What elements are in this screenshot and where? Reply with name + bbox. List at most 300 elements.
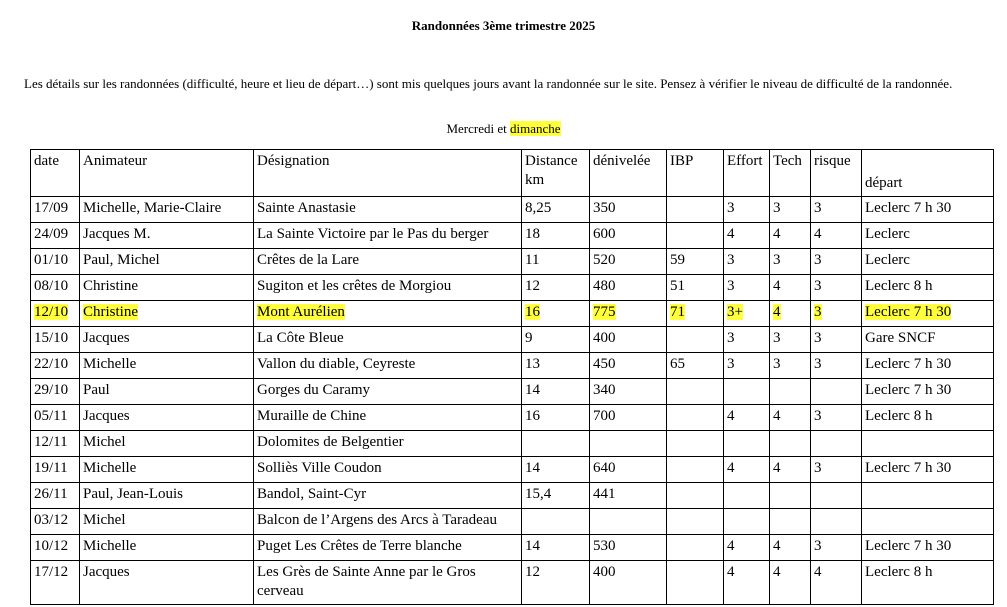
cell-depart <box>862 301 994 327</box>
cell-date <box>31 249 80 275</box>
cell-effort <box>724 561 770 605</box>
cell-depart-text: Leclerc 7 h 30 <box>865 382 952 398</box>
cell-distance-text: 8,25 <box>525 200 552 216</box>
cell-effort <box>724 275 770 301</box>
cell-date <box>31 353 80 379</box>
cell-designation-text: La Côte Bleue <box>257 330 344 346</box>
cell-depart-text: Leclerc 7 h 30 <box>865 356 952 372</box>
table-row <box>31 223 994 249</box>
cell-animateur-text: Jacques <box>83 330 130 346</box>
cell-depart-text: Leclerc 7 h 30 <box>865 460 952 476</box>
cell-date <box>31 509 80 535</box>
cell-date <box>31 405 80 431</box>
cell-designation <box>254 327 522 353</box>
cell-risque <box>811 223 862 249</box>
table-row <box>31 327 994 353</box>
cell-date <box>31 197 80 223</box>
cell-denivele <box>590 535 667 561</box>
cell-designation <box>254 405 522 431</box>
cell-date-text: 29/10 <box>34 382 69 398</box>
cell-tech <box>770 561 811 605</box>
days-subtitle-highlight: dimanche <box>509 121 561 136</box>
cell-depart <box>862 379 994 405</box>
cell-date <box>31 457 80 483</box>
cell-risque <box>811 197 862 223</box>
cell-distance-text: 12 <box>525 564 540 580</box>
cell-designation-text: Gorges du Caramy <box>257 382 371 398</box>
table-row <box>31 353 994 379</box>
cell-denivele <box>590 327 667 353</box>
cell-distance <box>522 535 590 561</box>
cell-effort-text: 4 <box>727 564 735 580</box>
cell-risque <box>811 327 862 353</box>
cell-tech <box>770 457 811 483</box>
cell-depart <box>862 457 994 483</box>
cell-distance-text: 13 <box>525 356 540 372</box>
cell-designation-text: Crêtes de la Lare <box>257 252 360 268</box>
cell-animateur-text: Michel <box>83 434 126 450</box>
cell-distance <box>522 301 590 327</box>
table-row <box>31 379 994 405</box>
cell-date <box>31 327 80 353</box>
cell-risque-text: 4 <box>814 226 822 242</box>
cell-tech-text: 4 <box>773 226 781 242</box>
cell-distance <box>522 223 590 249</box>
header-effort: Effort <box>724 150 770 197</box>
cell-animateur <box>80 301 254 327</box>
cell-denivele-text: 775 <box>593 304 616 320</box>
cell-tech <box>770 483 811 509</box>
cell-distance <box>522 197 590 223</box>
cell-ibp-text: 51 <box>670 278 685 294</box>
intro-paragraph: Les détails sur les randonnées (difficulté, heure et lieu de départ…) sont mis quelques jours avant la randonnée sur le site. Pensez à vérifier le niveau de difficulté de la randonnée. <box>24 76 953 91</box>
cell-animateur <box>80 561 254 605</box>
cell-distance <box>522 353 590 379</box>
cell-denivele-text: 600 <box>593 226 616 242</box>
cell-ibp <box>667 275 724 301</box>
cell-denivele <box>590 509 667 535</box>
header-distance: Distance km <box>522 150 590 197</box>
cell-animateur-text: Michelle <box>83 538 137 554</box>
cell-animateur-text: Christine <box>83 278 138 294</box>
cell-designation-text: Muraille de Chine <box>257 408 367 424</box>
cell-effort <box>724 301 770 327</box>
header-date: date <box>31 150 80 197</box>
cell-denivele-text: 350 <box>593 200 616 216</box>
cell-animateur <box>80 431 254 457</box>
cell-date <box>31 301 80 327</box>
cell-ibp <box>667 223 724 249</box>
cell-ibp <box>667 457 724 483</box>
cell-depart <box>862 275 994 301</box>
cell-effort-text: 4 <box>727 538 735 554</box>
cell-denivele <box>590 457 667 483</box>
cell-depart <box>862 405 994 431</box>
cell-designation <box>254 457 522 483</box>
cell-animateur <box>80 509 254 535</box>
cell-effort-text: 3 <box>727 252 735 268</box>
cell-tech <box>770 353 811 379</box>
cell-distance-text: 18 <box>525 226 540 242</box>
cell-depart <box>862 327 994 353</box>
cell-date <box>31 535 80 561</box>
cell-risque-text: 4 <box>814 564 822 580</box>
cell-depart-text: Leclerc 7 h 30 <box>865 200 952 216</box>
cell-effort-text: 4 <box>727 408 735 424</box>
cell-tech <box>770 379 811 405</box>
cell-designation <box>254 561 522 605</box>
cell-risque <box>811 509 862 535</box>
cell-designation-text: Balcon de l’Argens des Arcs à Taradeau <box>257 512 497 528</box>
cell-tech <box>770 301 811 327</box>
cell-effort-text: 3+ <box>727 304 743 320</box>
cell-date-text: 15/10 <box>34 330 69 346</box>
cell-ibp <box>667 431 724 457</box>
cell-risque <box>811 561 862 605</box>
cell-animateur <box>80 223 254 249</box>
cell-designation-text: Les Grès de Sainte Anne par le Gros cerveau <box>257 564 476 599</box>
cell-animateur <box>80 249 254 275</box>
cell-animateur-text: Michelle <box>83 460 137 476</box>
cell-depart <box>862 249 994 275</box>
cell-designation-text: Puget Les Crêtes de Terre blanche <box>257 538 462 554</box>
cell-tech-text: 3 <box>773 330 781 346</box>
cell-distance-text: 16 <box>525 304 540 320</box>
cell-ibp <box>667 197 724 223</box>
cell-designation <box>254 197 522 223</box>
table-row <box>31 301 994 327</box>
hikes-table <box>30 149 994 605</box>
cell-denivele-text: 441 <box>593 486 616 502</box>
cell-designation-text: La Sainte Victoire par le Pas du berger <box>257 226 489 242</box>
cell-effort <box>724 223 770 249</box>
cell-ibp <box>667 379 724 405</box>
cell-risque <box>811 379 862 405</box>
cell-denivele <box>590 197 667 223</box>
cell-risque-text: 3 <box>814 304 822 320</box>
cell-distance-text: 9 <box>525 330 533 346</box>
cell-tech-text: 4 <box>773 460 781 476</box>
header-animateur: Animateur <box>80 150 254 197</box>
cell-depart-text: Leclerc 8 h <box>865 564 933 580</box>
cell-designation <box>254 379 522 405</box>
cell-denivele-text: 520 <box>593 252 616 268</box>
cell-animateur-text: Jacques M. <box>83 226 151 242</box>
cell-denivele <box>590 431 667 457</box>
cell-risque <box>811 275 862 301</box>
cell-animateur-text: Paul, Michel <box>83 252 160 268</box>
cell-date-text: 08/10 <box>34 278 69 294</box>
cell-date-text: 12/10 <box>34 304 69 320</box>
cell-date <box>31 275 80 301</box>
cell-animateur <box>80 379 254 405</box>
cell-risque-text: 3 <box>814 408 822 424</box>
header-tech: Tech <box>770 150 811 197</box>
cell-depart <box>862 197 994 223</box>
header-risque: risque <box>811 150 862 197</box>
cell-depart <box>862 535 994 561</box>
cell-date-text: 17/12 <box>34 564 69 580</box>
header-designation: Désignation <box>254 150 522 197</box>
cell-date-text: 12/11 <box>34 434 68 450</box>
cell-distance-text: 11 <box>525 252 540 268</box>
header-denivele: dénivelée <box>590 150 667 197</box>
cell-tech-text: 4 <box>773 278 781 294</box>
cell-effort <box>724 431 770 457</box>
cell-denivele-text: 530 <box>593 538 616 554</box>
cell-distance-text: 14 <box>525 382 540 398</box>
cell-designation <box>254 275 522 301</box>
cell-tech <box>770 249 811 275</box>
cell-tech <box>770 327 811 353</box>
cell-date <box>31 483 80 509</box>
cell-depart-text: Leclerc 8 h <box>865 278 933 294</box>
cell-ibp <box>667 353 724 379</box>
header-ibp: IBP <box>667 150 724 197</box>
cell-date-text: 01/10 <box>34 252 69 268</box>
cell-designation-text: Sainte Anastasie <box>257 200 356 216</box>
cell-distance <box>522 379 590 405</box>
cell-animateur <box>80 353 254 379</box>
table-row <box>31 483 994 509</box>
cell-risque-text: 3 <box>814 538 822 554</box>
cell-effort-text: 4 <box>727 460 735 476</box>
cell-animateur-text: Michel <box>83 512 126 528</box>
cell-effort <box>724 197 770 223</box>
cell-distance <box>522 483 590 509</box>
cell-effort <box>724 249 770 275</box>
cell-date <box>31 379 80 405</box>
cell-date-text: 17/09 <box>34 200 69 216</box>
cell-tech <box>770 535 811 561</box>
cell-date-text: 03/12 <box>34 512 69 528</box>
cell-denivele <box>590 249 667 275</box>
cell-risque-text: 3 <box>814 356 822 372</box>
table-row <box>31 561 994 605</box>
cell-tech <box>770 405 811 431</box>
cell-animateur-text: Jacques <box>83 408 130 424</box>
table-row <box>31 197 994 223</box>
cell-animateur-text: Jacques <box>83 564 130 580</box>
cell-risque-text: 3 <box>814 200 822 216</box>
cell-effort <box>724 405 770 431</box>
cell-animateur-text: Paul, Jean-Louis <box>83 486 183 502</box>
cell-depart <box>862 561 994 605</box>
cell-designation <box>254 249 522 275</box>
cell-animateur-text: Paul <box>83 382 110 398</box>
cell-animateur <box>80 197 254 223</box>
cell-risque <box>811 483 862 509</box>
cell-tech-text: 4 <box>773 564 781 580</box>
cell-depart-text: Leclerc <box>865 226 910 242</box>
cell-designation <box>254 509 522 535</box>
cell-distance-text: 15,4 <box>525 486 552 502</box>
cell-denivele <box>590 275 667 301</box>
cell-ibp <box>667 249 724 275</box>
cell-denivele-text: 400 <box>593 330 616 346</box>
cell-date-text: 19/11 <box>34 460 68 476</box>
cell-denivele-text: 450 <box>593 356 616 372</box>
cell-risque <box>811 457 862 483</box>
cell-ibp-text: 59 <box>670 252 685 268</box>
cell-tech-text: 3 <box>773 356 781 372</box>
cell-denivele <box>590 483 667 509</box>
cell-tech-text: 4 <box>773 304 781 320</box>
cell-tech-text: 3 <box>773 200 781 216</box>
cell-risque-text: 3 <box>814 278 822 294</box>
cell-depart <box>862 431 994 457</box>
table-row <box>31 457 994 483</box>
cell-ibp <box>667 327 724 353</box>
cell-tech <box>770 275 811 301</box>
cell-designation <box>254 431 522 457</box>
cell-denivele <box>590 301 667 327</box>
cell-ibp <box>667 405 724 431</box>
cell-risque <box>811 535 862 561</box>
document-title: Randonnées 3ème trimestre 2025 <box>411 18 596 33</box>
cell-date-text: 10/12 <box>34 538 69 554</box>
cell-animateur-text: Christine <box>83 304 138 320</box>
cell-designation <box>254 301 522 327</box>
cell-date <box>31 223 80 249</box>
cell-tech <box>770 509 811 535</box>
cell-distance <box>522 509 590 535</box>
cell-tech-text: 3 <box>773 252 781 268</box>
days-subtitle-text: Mercredi et <box>446 121 510 136</box>
cell-depart <box>862 483 994 509</box>
cell-depart <box>862 223 994 249</box>
cell-denivele <box>590 223 667 249</box>
cell-risque-text: 3 <box>814 460 822 476</box>
cell-risque <box>811 353 862 379</box>
cell-ibp <box>667 483 724 509</box>
days-subtitle <box>0 121 1007 137</box>
cell-distance-text: 14 <box>525 460 540 476</box>
cell-date-text: 05/11 <box>34 408 68 424</box>
cell-tech-text: 4 <box>773 408 781 424</box>
cell-ibp <box>667 561 724 605</box>
cell-denivele-text: 640 <box>593 460 616 476</box>
cell-designation <box>254 483 522 509</box>
cell-designation-text: Bandol, Saint-Cyr <box>257 486 367 502</box>
cell-effort <box>724 535 770 561</box>
cell-distance <box>522 327 590 353</box>
cell-animateur <box>80 457 254 483</box>
cell-animateur <box>80 405 254 431</box>
cell-depart-text: Leclerc <box>865 252 910 268</box>
table-row <box>31 535 994 561</box>
cell-date <box>31 561 80 605</box>
cell-date-text: 24/09 <box>34 226 69 242</box>
table-row <box>31 509 994 535</box>
cell-effort-text: 4 <box>727 226 735 242</box>
cell-distance-text: 16 <box>525 408 540 424</box>
cell-denivele <box>590 379 667 405</box>
cell-effort <box>724 509 770 535</box>
cell-depart-text: Gare SNCF <box>865 330 936 346</box>
cell-animateur-text: Michelle, Marie-Claire <box>83 200 222 216</box>
cell-effort-text: 3 <box>727 330 735 346</box>
cell-distance <box>522 275 590 301</box>
cell-effort-text: 3 <box>727 278 735 294</box>
cell-denivele-text: 480 <box>593 278 616 294</box>
cell-effort-text: 3 <box>727 356 735 372</box>
cell-date-text: 26/11 <box>34 486 68 502</box>
cell-animateur <box>80 483 254 509</box>
cell-tech <box>770 431 811 457</box>
cell-depart-text: Leclerc 7 h 30 <box>865 304 952 320</box>
cell-denivele <box>590 405 667 431</box>
cell-risque <box>811 405 862 431</box>
cell-risque-text: 3 <box>814 252 822 268</box>
cell-depart <box>862 509 994 535</box>
cell-effort <box>724 379 770 405</box>
table-row <box>31 431 994 457</box>
cell-distance <box>522 405 590 431</box>
cell-tech-text: 4 <box>773 538 781 554</box>
cell-date <box>31 431 80 457</box>
cell-designation-text: Sugiton et les crêtes de Morgiou <box>257 278 452 294</box>
cell-ibp <box>667 301 724 327</box>
cell-effort <box>724 353 770 379</box>
cell-risque-text: 3 <box>814 330 822 346</box>
cell-ibp <box>667 509 724 535</box>
cell-distance <box>522 457 590 483</box>
cell-ibp-text: 65 <box>670 356 685 372</box>
cell-risque <box>811 431 862 457</box>
cell-designation-text: Vallon du diable, Ceyreste <box>257 356 416 372</box>
cell-designation-text: Mont Aurélien <box>257 304 345 320</box>
cell-depart <box>862 353 994 379</box>
cell-designation <box>254 535 522 561</box>
cell-tech <box>770 197 811 223</box>
cell-designation <box>254 223 522 249</box>
cell-designation <box>254 353 522 379</box>
cell-distance <box>522 249 590 275</box>
cell-ibp <box>667 535 724 561</box>
cell-denivele-text: 700 <box>593 408 616 424</box>
cell-tech <box>770 223 811 249</box>
cell-ibp-text: 71 <box>670 304 685 320</box>
cell-effort <box>724 457 770 483</box>
cell-risque <box>811 301 862 327</box>
cell-animateur <box>80 275 254 301</box>
table-row <box>31 249 994 275</box>
cell-effort-text: 3 <box>727 200 735 216</box>
cell-distance-text: 12 <box>525 278 540 294</box>
cell-denivele-text: 400 <box>593 564 616 580</box>
cell-designation-text: Solliès Ville Coudon <box>257 460 382 476</box>
cell-distance <box>522 431 590 457</box>
cell-risque <box>811 249 862 275</box>
cell-denivele <box>590 561 667 605</box>
cell-animateur <box>80 535 254 561</box>
cell-distance <box>522 561 590 605</box>
cell-denivele-text: 340 <box>593 382 616 398</box>
header-depart: départ <box>862 150 994 197</box>
cell-animateur-text: Michelle <box>83 356 137 372</box>
table-row <box>31 405 994 431</box>
cell-denivele <box>590 353 667 379</box>
cell-effort <box>724 483 770 509</box>
cell-effort <box>724 327 770 353</box>
table-header-row <box>31 150 994 197</box>
cell-designation-text: Dolomites de Belgentier <box>257 434 404 450</box>
cell-date-text: 22/10 <box>34 356 69 372</box>
cell-depart-text: Leclerc 7 h 30 <box>865 538 952 554</box>
cell-depart-text: Leclerc 8 h <box>865 408 933 424</box>
table-row <box>31 275 994 301</box>
